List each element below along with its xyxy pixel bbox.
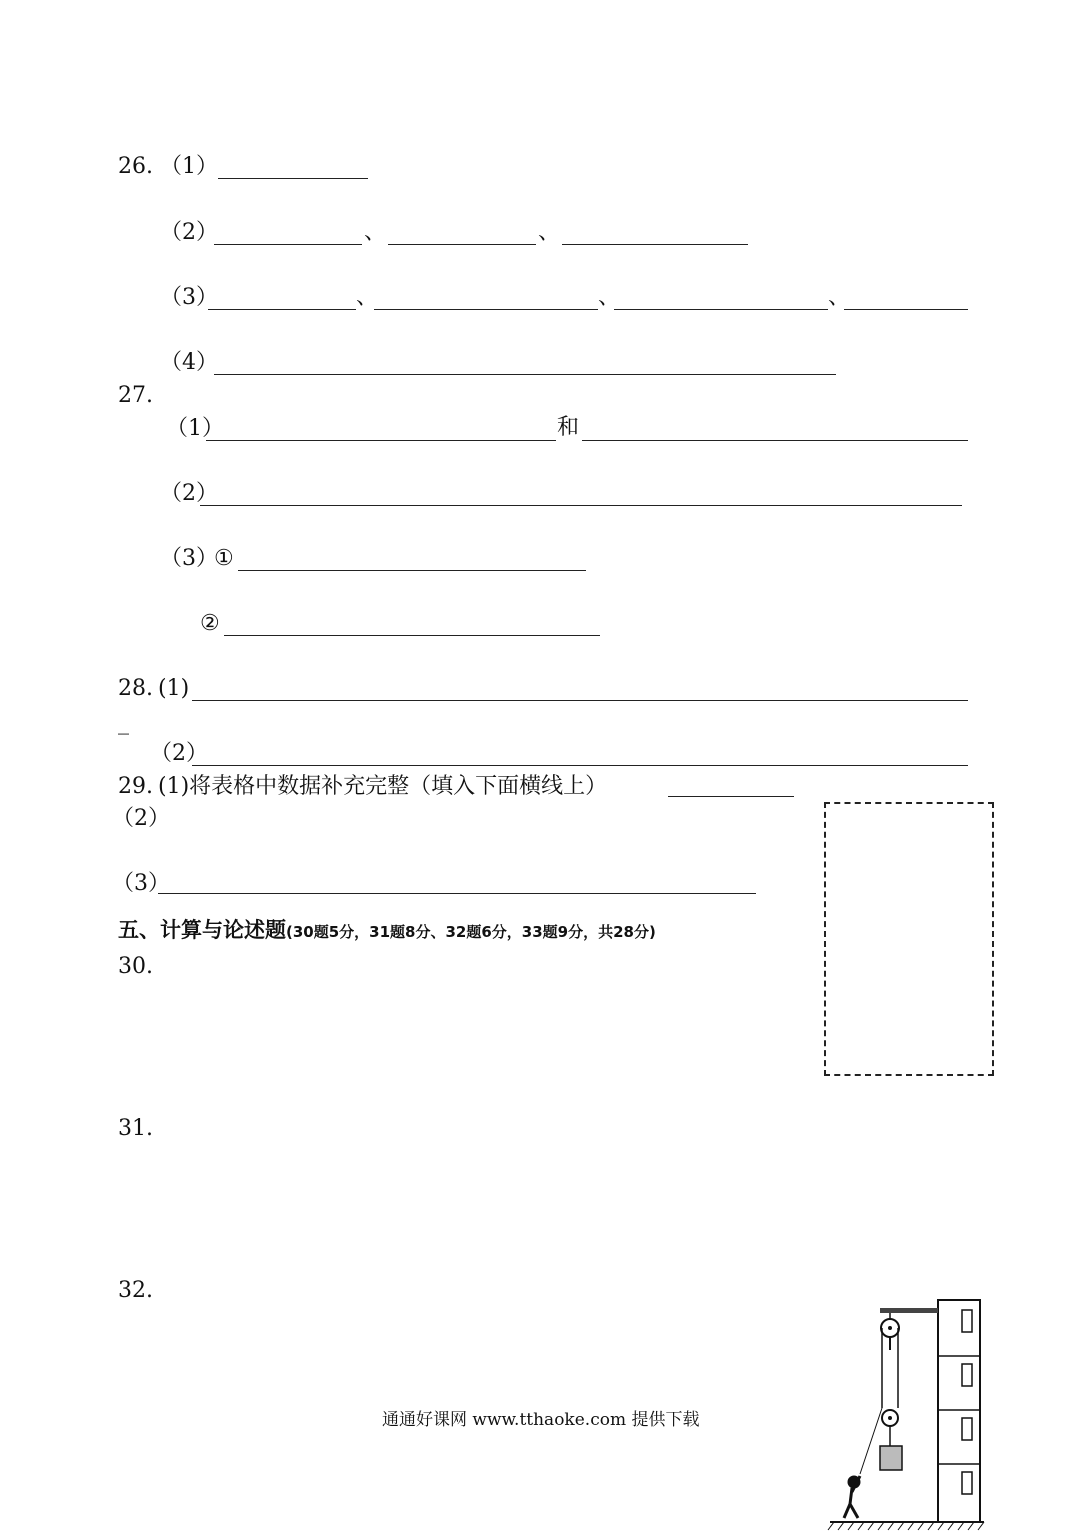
support-beam bbox=[880, 1308, 938, 1313]
q27-part1-blank-a[interactable] bbox=[206, 440, 556, 441]
q26-part1-label: （1） bbox=[160, 154, 218, 179]
q27-part3-blank-1[interactable] bbox=[238, 570, 586, 571]
q26-part2-sep-a: 、 bbox=[364, 220, 387, 245]
q28-part1-label: (1) bbox=[158, 676, 190, 701]
q28-part2-blank[interactable] bbox=[192, 765, 968, 766]
q26-part2-sep-b: 、 bbox=[538, 220, 561, 245]
q26-number: 26. bbox=[118, 154, 153, 179]
q29-part3-label: （3） bbox=[112, 871, 170, 896]
cargo-box bbox=[880, 1446, 902, 1470]
q27-circle1: ① bbox=[214, 546, 234, 571]
q26-part4-blank[interactable] bbox=[214, 374, 836, 375]
q27-part3-blank-2[interactable] bbox=[224, 635, 600, 636]
q27-part3-label: （3） bbox=[160, 546, 218, 571]
q26-part3-blank-d[interactable] bbox=[844, 309, 968, 310]
q31-number: 31. bbox=[118, 1116, 153, 1141]
q29-part1-text: (1)将表格中数据补充完整（填入下面横线上） bbox=[158, 774, 608, 799]
q26-part3-sep-a: 、 bbox=[356, 285, 379, 310]
q27-and-text: 和 bbox=[557, 415, 580, 440]
section5-note: (30题5分，31题8分、32题6分，33题9分，共28分) bbox=[286, 923, 656, 941]
q32-number: 32. bbox=[118, 1278, 153, 1303]
q28-part1-blank[interactable] bbox=[192, 700, 968, 701]
q29-part2-label: （2） bbox=[112, 806, 170, 831]
q26-part3-sep-b: 、 bbox=[598, 285, 621, 310]
q26-part1-blank[interactable] bbox=[218, 178, 368, 179]
q27-circle2: ② bbox=[200, 611, 220, 636]
q26-part3-blank-a[interactable] bbox=[208, 309, 356, 310]
q28-part2-label: （2） bbox=[150, 741, 208, 766]
building bbox=[938, 1300, 980, 1522]
q27-part1-label: （1） bbox=[166, 416, 224, 441]
ground-hatch bbox=[828, 1522, 984, 1530]
person-pulling-icon bbox=[844, 1476, 860, 1518]
q29-part1-blank[interactable] bbox=[668, 796, 794, 797]
section5-title-text: 五、计算与论述题 bbox=[118, 918, 286, 942]
q26-part2-blank-a[interactable] bbox=[214, 244, 362, 245]
q29-number: 29. bbox=[118, 774, 153, 799]
q26-part2-blank-b[interactable] bbox=[388, 244, 536, 245]
q28-number: 28. bbox=[118, 676, 153, 701]
q29-answer-drawing-box[interactable] bbox=[824, 802, 994, 1076]
q26-part4-label: （4） bbox=[160, 350, 218, 375]
q26-part3-label: （3） bbox=[160, 285, 218, 310]
q26-part2-blank-c[interactable] bbox=[562, 244, 748, 245]
q28-continuation-dash: _ bbox=[118, 710, 129, 735]
q29-part3-blank[interactable] bbox=[158, 893, 756, 894]
q27-number: 27. bbox=[118, 383, 153, 408]
q27-part2-label: （2） bbox=[160, 481, 218, 506]
q30-number: 30. bbox=[118, 954, 153, 979]
q32-pulley-building-figure bbox=[826, 1296, 986, 1532]
q26-part3-blank-c[interactable] bbox=[614, 309, 828, 310]
q27-part2-blank[interactable] bbox=[200, 505, 962, 506]
q26-part3-sep-c: 、 bbox=[828, 285, 851, 310]
q27-part1-blank-b[interactable] bbox=[582, 440, 968, 441]
q26-part3-blank-b[interactable] bbox=[374, 309, 598, 310]
q26-part2-label: （2） bbox=[160, 220, 218, 245]
footer-text: 通通好课网 www.tthaoke.com 提供下载 bbox=[382, 1410, 700, 1430]
section5-title bbox=[118, 920, 656, 941]
